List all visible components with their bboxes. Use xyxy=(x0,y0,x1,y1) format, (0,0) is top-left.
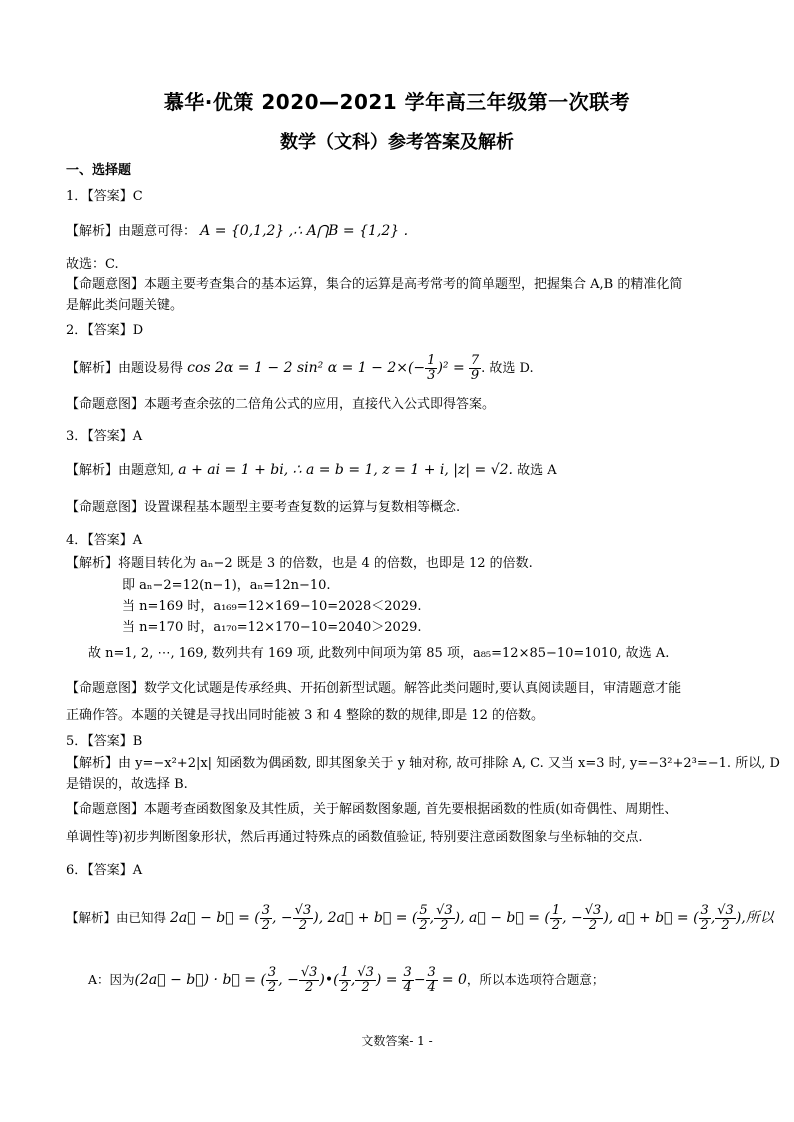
q4-answer: 4．【答案】A xyxy=(66,533,143,548)
q2-math-a: cos 2α = 1 − 2 sin² α = 1 − 2×(− xyxy=(187,360,426,376)
q2-math-b: )² = xyxy=(437,360,465,376)
q6-m2: ), 2a⃗ + b⃗ = ( xyxy=(313,910,418,926)
q1-answer: 1．【答案】C xyxy=(66,189,143,204)
q6-frac-sqrt3-2-a: $\frac{√3}{2}$ xyxy=(294,903,312,933)
q2-analysis xyxy=(66,354,736,383)
q6-option-a-m2: )•( xyxy=(319,972,339,988)
q2-answer: 2．【答案】D xyxy=(66,323,144,338)
q4-line4: 当 n=170 时，a₁₇₀=12×170−10=2040＞2029. xyxy=(122,620,422,635)
q6-frac-1-2: $\frac{1}{2}$ xyxy=(551,903,561,933)
q2-frac-one-third: $\frac{1}{3}$ xyxy=(427,353,436,383)
q3-answer: 3．【答案】A xyxy=(66,429,143,444)
q4-intent-line1: 【命题意图】数学文化试题是传承经典、开拓创新型试题。解答此类问题时,要认真阅读题目，审清题意才能 xyxy=(66,681,682,696)
q2-analysis-label: 【解析】由题设易得 xyxy=(66,361,184,376)
q1-conclusion: 故选：C. xyxy=(66,257,119,272)
q6-frac-5-2: $\frac{5}{2}$ xyxy=(419,903,428,933)
q5-line1: 【解析】由 y=−x²+2|x| 知函数为偶函数, 即其图象关于 y 轴对称, 故可排除 A, C. 又当 x=3 时, y=−3²+2³=−1. 所以, D xyxy=(66,756,780,771)
q6-a-frac-1-2: $\frac{1}{2}$ xyxy=(340,965,349,995)
q3-analysis-math: a + ai = 1 + bi, ∴ a = b = 1, z = 1 + i, |z| = √2. xyxy=(178,462,513,478)
q1-intent-line2: 是解此类问题关键。 xyxy=(66,298,184,313)
q4-line2: 即 aₙ−2=12(n−1)，aₙ=12n−10. xyxy=(122,578,331,593)
q2-tail: . 故选 D. xyxy=(481,361,534,376)
q1-analysis xyxy=(66,222,736,241)
q2-intent: 【命题意图】本题考查余弦的二倍角公式的应用，直接代入公式即得答案。 xyxy=(66,397,496,412)
q4-line5: 故 n=1, 2, ⋯, 169, 数列共有 169 项, 此数列中间项为第 85 项，a₈₅=12×85−10=1010, 故选 A. xyxy=(88,646,670,661)
q2-frac-seven-ninths: $\frac{7}{9}$ xyxy=(470,353,480,383)
q6-option-a-m3: ) = xyxy=(375,972,398,988)
q4-line3: 当 n=169 时，a₁₆₉=12×169−10=2028＜2029. xyxy=(122,599,422,614)
q6-a-frac-3-4-a: $\frac{3}{4}$ xyxy=(403,965,412,995)
q5-answer: 5．【答案】B xyxy=(66,734,143,749)
q3-intent: 【命题意图】设置课程基本题型主要考查复数的运算与复数相等概念. xyxy=(66,500,461,515)
q6-option-a-label: A：因为 xyxy=(88,972,135,987)
q6-m3: ), a⃗ − b⃗ = ( xyxy=(454,910,550,926)
document-subtitle: 数学（文科）参考答案及解析 xyxy=(280,132,514,153)
q3-analysis-label: 【解析】由题意知, xyxy=(66,463,175,478)
q6-analysis-label: 【解析】由已知得 xyxy=(66,910,167,925)
q6-m1: 2a⃗ − b⃗ = ( xyxy=(170,910,260,926)
q6-frac-sqrt3-2-b: $\frac{√3}{2}$ xyxy=(436,903,453,933)
q6-answer: 6．【答案】A xyxy=(66,863,143,878)
q6-a-frac-sqrt3-2-b: $\frac{√3}{2}$ xyxy=(357,965,374,995)
q6-a-frac-3-4-b: $\frac{3}{4}$ xyxy=(427,965,436,995)
q6-frac-sqrt3-2-c: $\frac{√3}{2}$ xyxy=(584,903,602,933)
q6-option-a-tail: ，所以本选项符合题意； xyxy=(466,972,605,987)
q6-analysis: 【解析】由已知得 2a⃗ − b⃗ = ( $\frac{3}{2}$ , − $\frac{√3}{2}$ ), 2a⃗ + b⃗ = ( $\frac{5}{2}$ , $\frac{√3}{2}$ ), a⃗ − b⃗ = ( $\frac{1}{2}$ , − $\frac{√3}{2}$ ), a⃗ + b⃗ = ( $\frac{3}{2}$ , $\frac{√3}{2}$ ),所以 xyxy=(66,903,774,933)
q6-frac-3-2-a: $\frac{3}{2}$ xyxy=(261,903,271,933)
q4-intent-line2: 正确作答。本题的关键是寻找出同时能被 3 和 4 整除的数的规律,即是 12 的倍数。 xyxy=(66,708,545,723)
q1-analysis-label: 【解析】由题意可得： xyxy=(66,224,197,239)
document-title: 慕华·优策 2020—2021 学年高三年级第一次联考 xyxy=(163,90,631,114)
q6-a-frac-3-2-a: $\frac{3}{2}$ xyxy=(267,965,277,995)
q1-analysis-math: A = {0,1,2} ,∴ A⋂B = {1,2} . xyxy=(200,223,409,239)
q6-option-a: A：因为(2a⃗ − b⃗) · b⃗ = ( $\frac{3}{2}$ , − $\frac{√3}{2}$ )•( $\frac{1}{2}$ , $\frac{√3}{2}$ ) = $\frac{3}{4}$ − $\frac{3}{4}$ = 0，所以本选项符合题意； xyxy=(88,965,605,995)
q6-frac-3-2-b: $\frac{3}{2}$ xyxy=(700,903,709,933)
q3-tail: 故选 A xyxy=(517,463,557,478)
q5-line2: 是错误的，故选择 B. xyxy=(66,777,188,792)
q5-intent-line1: 【命题意图】本题考查函数图象及其性质，关于解函数图象题, 首先要根据函数的性质(如奇偶性、周期性、 xyxy=(66,802,678,817)
q6-option-a-m1: (2a⃗ − b⃗) · b⃗ = ( xyxy=(134,972,266,988)
q6-m5: ),所以 xyxy=(735,910,774,926)
page-footer: 文数答案- 1 - xyxy=(361,1034,433,1048)
q1-intent-line1: 【命题意图】本题主要考查集合的基本运算，集合的运算是高考常考的简单题型，把握集合 A,B 的精准化简 xyxy=(66,277,683,292)
q5-intent-line2: 单调性等)初步判断图象形状，然后再通过特殊点的函数值验证, 特别要注意函数图象与坐标轴的交点. xyxy=(66,830,643,845)
q3-analysis xyxy=(66,461,736,480)
section-heading: 一、选择题 xyxy=(66,163,132,178)
q6-m4: ), a⃗ + b⃗ = ( xyxy=(603,910,699,926)
q4-line1: 【解析】将题目转化为 aₙ−2 既是 3 的倍数，也是 4 的倍数，也即是 12 的倍数. xyxy=(66,556,533,571)
q6-a-frac-sqrt3-2-a: $\frac{√3}{2}$ xyxy=(300,965,318,995)
q6-option-a-m4: = 0 xyxy=(441,972,467,988)
q6-frac-sqrt3-2-d: $\frac{√3}{2}$ xyxy=(717,903,734,933)
